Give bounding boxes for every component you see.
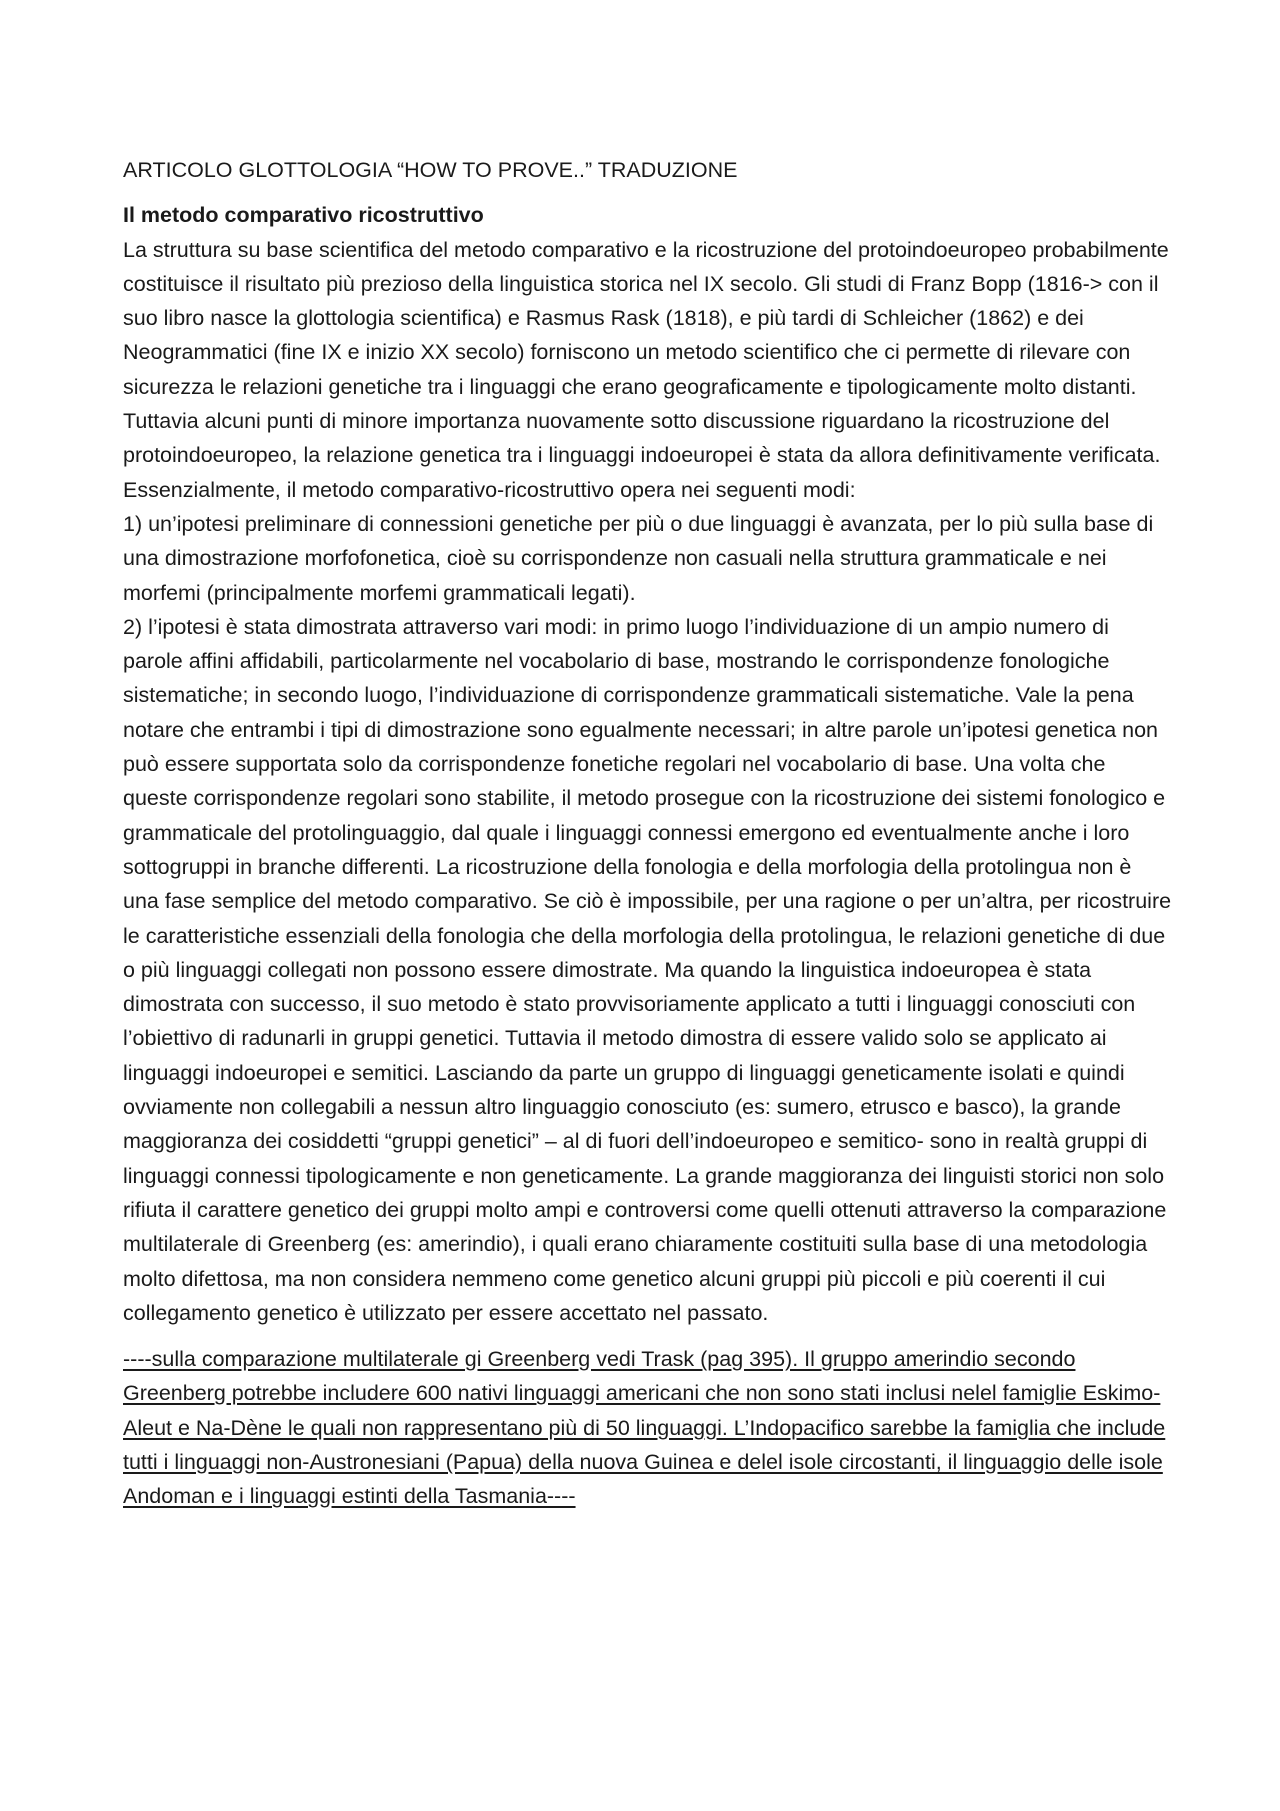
document-body [123, 153, 1173, 1514]
document-title: ARTICOLO GLOTTOLOGIA “HOW TO PROVE..” TRADUZIONE [123, 158, 738, 182]
paragraph-point-2: 2) l’ipotesi è stata dimostrata attraverso vari modi: in primo luogo l’individuazione di un ampio numero di parole affini affidabili, particolarmente nel vocabolario di base, mostrando le corrispondenze fonologiche sistematiche; in secondo luogo, l’individuazione di corrispondenze grammaticali sistematiche. Vale la pena notare che entrambi i tipi di dimostrazione sono egualmente necessari; in altre parole un’ipotesi genetica non può essere supportata solo da corrispondenze fonetiche regolari nel vocabolario di base. Una volta che queste corrispondenze regolari sono stabilite, il metodo prosegue con la ricostruzione dei sistemi fonologico e grammaticale del protolinguaggio, dal quale i linguaggi connessi emergono ed eventualmente anche i loro sottogruppi in branche differenti. La ricostruzione della fonologia e della morfologia della protolingua non è una fase semplice del metodo comparativo. Se ciò è impossibile, per una ragione o per un’altra, per ricostruire le caratteristiche essenziali della fonologia che della morfologia della protolingua, le relazioni genetiche di due o più linguaggi collegati non possono essere dimostrate. Ma quando la linguistica indoeuropea è stata dimostrata con successo, il suo metodo è stato provvisoriamente applicato a tutti i linguaggi conosciuti con l’obiettivo di radunarli in gruppi genetici. Tuttavia il metodo dimostra di essere valido solo se applicato ai linguaggi indoeuropei e semitici. Lasciando da parte un gruppo di linguaggi geneticamente isolati e quindi ovviamente non collegabili a nessun altro linguaggio conosciuto (es: sumero, etrusco e basco), la grande maggioranza dei cosiddetti “gruppi genetici” – al di fuori dell’indoeuropeo e semitico- sono in realtà gruppi di linguaggi connessi tipologicamente e non geneticamente. La grande maggioranza dei linguisti storici non solo rifiuta il carattere genetico dei gruppi molto ampi e controversi come quelli ottenuti attraverso la comparazione multilaterale di Greenberg (es: amerindio), i quali erano chiaramente costituiti sulla base di una metodologia molto difettosa, ma non considera nemmeno come genetico alcuni gruppi più piccoli e più coerenti il cui collegamento genetico è utilizzato per essere accettato nel passato. [123, 614, 1172, 1325]
section-heading: Il metodo comparativo ricostruttivo [123, 203, 484, 228]
paragraph-point-1: 1) un’ipotesi preliminare di connessioni genetiche per più o due linguaggi è avanzata, per lo più sulla base di una dimostrazione morfofonetica, cioè su corrispondenze non casuali nella struttura grammaticale e nei morfemi (principalmente morfemi grammaticali legati). [123, 511, 1154, 605]
paragraph-intro: La struttura su base scientifica del metodo comparativo e la ricostruzione del protoindoeuropeo probabilmente costituisce il risultato più prezioso della linguistica storica nel IX secolo. Gli studi di Franz Bopp (1816-> con il suo libro nasce la glottologia scientifica) e Rasmus Rask (1818), e più tardi di Schleicher (1862) e dei Neogrammatici (fine IX e inizio XX secolo) forniscono un metodo scientifico che ci permette di rilevare con sicurezza le relazioni genetiche tra i linguaggi che erano geograficamente e tipologicamente molto distanti. Tuttavia alcuni punti di minore importanza nuovamente sotto discussione riguardano la ricostruzione del protoindoeuropeo, la relazione genetica tra i linguaggi indoeuropei è stata da allora definitivamente verificata. Essenzialmente, il metodo comparativo-ricostruttivo opera nei seguenti modi: [123, 237, 1169, 502]
underlined-note: ----sulla comparazione multilaterale gi Greenberg vedi Trask (pag 395). Il gruppo amerindio secondo Greenberg potrebbe includere 600 nativi linguaggi americani che non sono stati inclusi nelel famiglie Eskimo-Aleut e Na-Dène le quali non rappresentano più di 50 linguaggi. L’Indopacifico sarebbe la famiglia che include tutti i linguaggi non-Austronesiani (Papua) della nuova Guinea e delel isole circostanti, il linguaggio delle isole Andoman e i linguaggi estinti della Tasmania---- [123, 1347, 1166, 1509]
